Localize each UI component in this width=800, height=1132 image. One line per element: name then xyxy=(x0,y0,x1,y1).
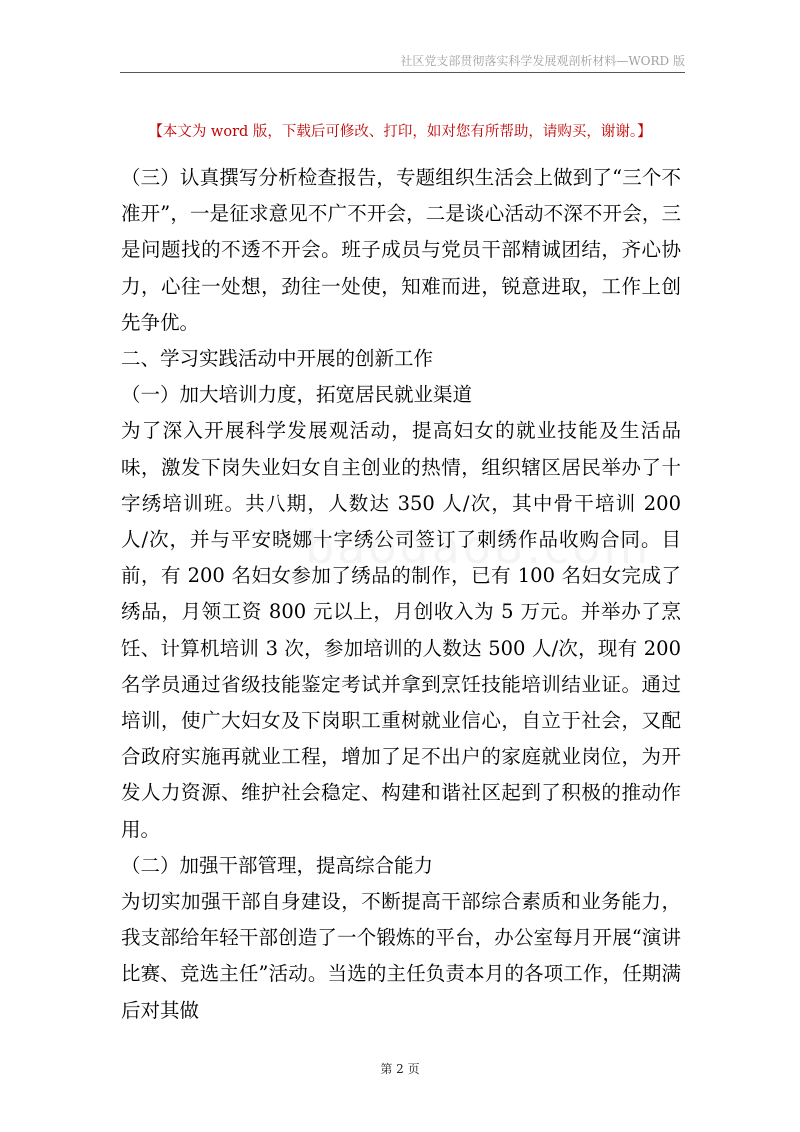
page-number: 第 2 页 xyxy=(380,1062,420,1076)
subheading-cadre-management: （二）加强干部管理，提高综合能力 xyxy=(121,853,434,877)
subheading-training: （一）加大培训力度，拓宽居民就业渠道 xyxy=(121,383,473,407)
paragraph-self-review: （三）认真撰写分析检查报告，专题组织生活会上做到了“三个不准开”，一是征求意见不广不开会，二是谈心活动不深不开会，三是问题找的不透不开会。班子成员与党员干部精诚团结，齐心协力，心往一处想，劲往一处使，知难而进，锐意进取，工作上创先争优。 xyxy=(121,166,681,334)
running-header: 社区党支部贯彻落实科学发展观剖析材料—WORD 版 xyxy=(120,52,685,73)
document-body xyxy=(121,160,681,1029)
paragraph-cadre-management: 为切实加强干部自身建设，不断提高干部综合素质和业务能力，我支部给年轻干部创造了一个锻炼的平台，办公室每月开展“演讲比赛、竞选主任”活动。当选的主任负责本月的各项工作，任期满后对其做 xyxy=(121,890,681,1022)
paragraph-training: 为了深入开展科学发展观活动，提高妇女的就业技能及生活品味，激发下岗失业妇女自主创业的热情，组织辖区居民举办了十字绣培训班。共八期，人数达 350 人/次，其中骨干培训 200 人/次，并与平安晓娜十字绣公司签订了刺绣作品收购合同。目前，有 200 名妇女参加了绣品的制作，已有 100 名妇女完成了绣品，月领工资 800 元以上，月创收入为 5 万元。并举办了烹饪、计算机培训 3 次，参加培训的人数达 500 人/次，现有 200 名学员通过省级技能鉴定考试并拿到烹饪技能培训结业证。通过培训，使广大妇女及下岗职工重树就业信心，自立于社会，又配合政府实施再就业工程，增加了足不出户的家庭就业岗位，为开发人力资源、维护社会稳定、构建和谐社区起到了积极的推动作用。 xyxy=(121,419,681,841)
purchase-notice: 【本文为 word 版，下载后可修改、打印，如对您有所帮助，请购买，谢谢。】 xyxy=(148,124,652,140)
section-heading-innovation: 二、学习实践活动中开展的创新工作 xyxy=(121,347,434,371)
